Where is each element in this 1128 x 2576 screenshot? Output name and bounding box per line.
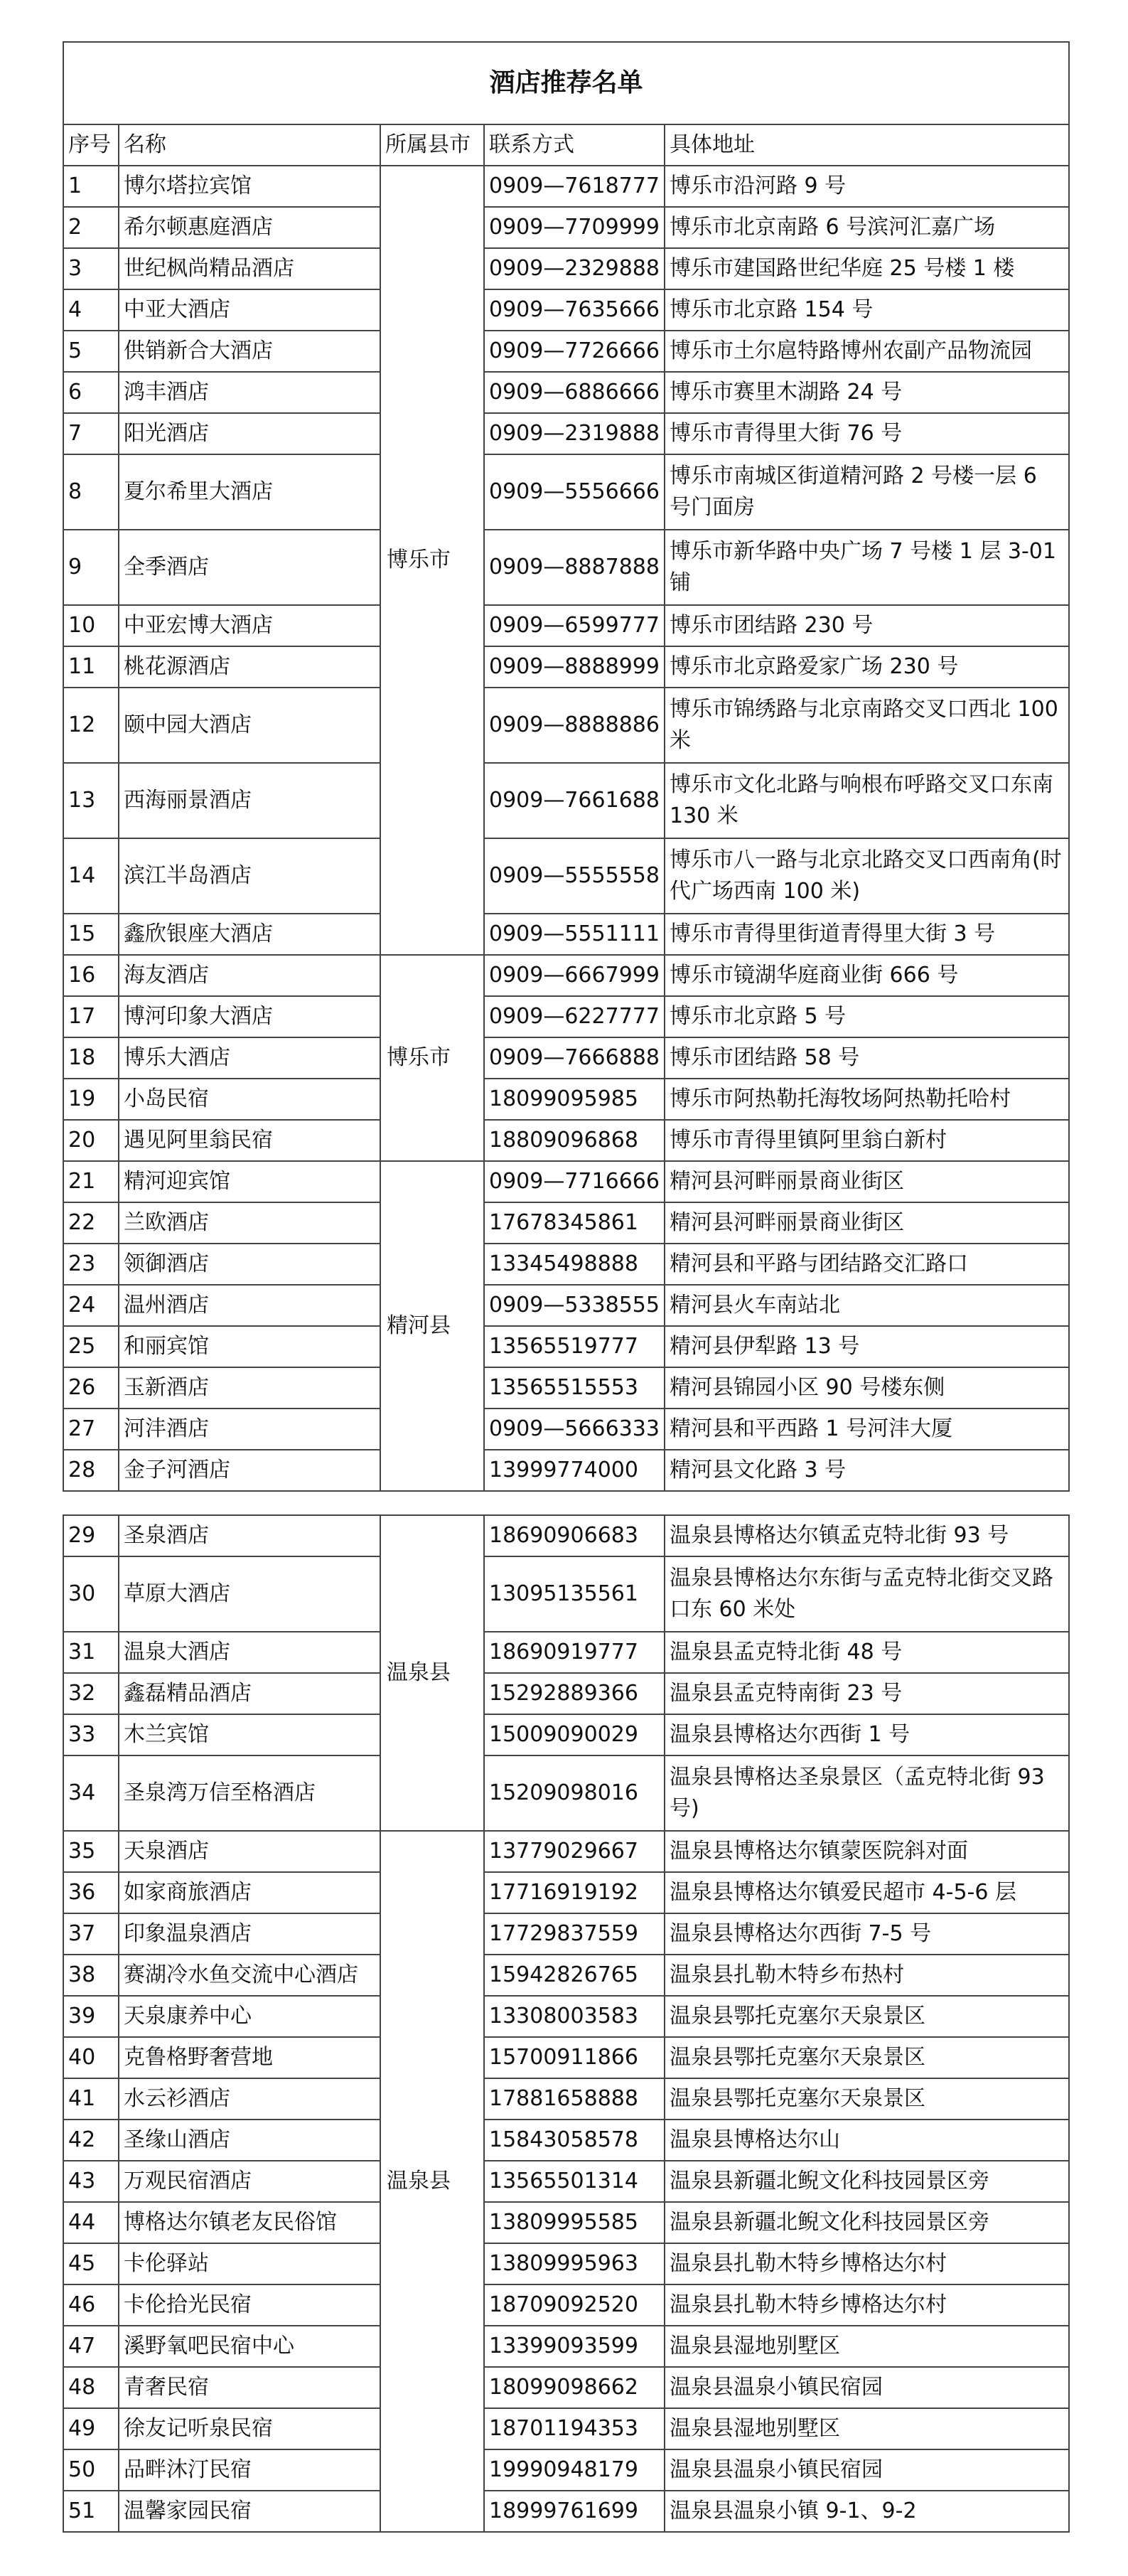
table-row (63, 955, 1069, 996)
table-row (63, 2449, 1069, 2491)
address-cell: 温泉县博格达尔山 (665, 2120, 1069, 2161)
address-cell: 温泉县扎勒木特乡博格达尔村 (665, 2243, 1069, 2284)
phone-cell: 0909—8887888 (484, 530, 665, 605)
row-number: 51 (63, 2491, 119, 2532)
table-row (63, 1326, 1069, 1367)
row-number: 46 (63, 2284, 119, 2326)
page-title: 酒店推荐名单 (63, 42, 1069, 124)
row-number: 21 (63, 1161, 119, 1202)
hotel-name: 桃花源酒店 (119, 646, 380, 688)
row-number: 16 (63, 955, 119, 996)
row-number: 39 (63, 1996, 119, 2037)
header-phone: 联系方式 (484, 124, 665, 166)
row-number: 3 (63, 248, 119, 289)
row-number: 33 (63, 1714, 119, 1755)
address-cell: 精河县锦园小区 90 号楼东侧 (665, 1367, 1069, 1409)
row-number: 34 (63, 1755, 119, 1831)
hotel-name: 圣泉湾万信至格酒店 (119, 1755, 380, 1831)
address-cell: 精河县和平西路 1 号河沣大厦 (665, 1409, 1069, 1450)
address-cell: 博乐市锦绣路与北京南路交叉口西北 100 米 (665, 688, 1069, 763)
table-row (63, 1913, 1069, 1955)
address-cell: 温泉县博格达尔镇爱民超市 4-5-6 层 (665, 1872, 1069, 1913)
table-row (63, 1367, 1069, 1409)
address-cell: 博乐市沿河路 9 号 (665, 166, 1069, 207)
table-row (63, 289, 1069, 331)
address-cell: 博乐市北京路 154 号 (665, 289, 1069, 331)
hotel-name: 天泉酒店 (119, 1831, 380, 1872)
address-cell: 温泉县新疆北鲵文化科技园景区旁 (665, 2161, 1069, 2202)
phone-cell: 18099098662 (484, 2367, 665, 2408)
row-number: 47 (63, 2326, 119, 2367)
row-number: 12 (63, 688, 119, 763)
hotel-name: 精河迎宾馆 (119, 1161, 380, 1202)
address-cell: 博乐市阿热勒托海牧场阿热勒托哈村 (665, 1079, 1069, 1120)
address-cell: 精河县火车南站北 (665, 1285, 1069, 1326)
address-cell: 温泉县孟克特南街 23 号 (665, 1673, 1069, 1714)
phone-cell: 13399093599 (484, 2326, 665, 2367)
hotel-name: 赛湖冷水鱼交流中心酒店 (119, 1955, 380, 1996)
table-row (63, 2243, 1069, 2284)
hotel-name: 品畔沐汀民宿 (119, 2449, 380, 2491)
phone-cell: 0909—7666888 (484, 1037, 665, 1079)
table-row (63, 1515, 1069, 1556)
hotel-name: 万观民宿酒店 (119, 2161, 380, 2202)
hotel-name: 博乐大酒店 (119, 1037, 380, 1079)
table-row (63, 1872, 1069, 1913)
row-number: 32 (63, 1673, 119, 1714)
address-cell: 温泉县扎勒木特乡布热村 (665, 1955, 1069, 1996)
address-cell: 博乐市南城区街道精河路 2 号楼一层 6 号门面房 (665, 454, 1069, 530)
hotel-name: 供销新合大酒店 (119, 331, 380, 372)
row-number: 43 (63, 2161, 119, 2202)
row-number: 4 (63, 289, 119, 331)
phone-cell: 15942826765 (484, 1955, 665, 1996)
hotel-name: 卡伦驿站 (119, 2243, 380, 2284)
table-row (63, 1450, 1069, 1491)
row-number: 8 (63, 454, 119, 530)
phone-cell: 0909—5338555 (484, 1285, 665, 1326)
address-cell: 博乐市土尔扈特路博州农副产品物流园 (665, 331, 1069, 372)
phone-cell: 13565501314 (484, 2161, 665, 2202)
row-number: 19 (63, 1079, 119, 1120)
table-row (63, 688, 1069, 763)
table-row (63, 1079, 1069, 1120)
hotel-table-2 (63, 1514, 1070, 2533)
table-row (63, 2284, 1069, 2326)
phone-cell: 19990948179 (484, 2449, 665, 2491)
row-number: 13 (63, 763, 119, 838)
phone-cell: 0909—7709999 (484, 207, 665, 248)
phone-cell: 0909—7661688 (484, 763, 665, 838)
row-number: 24 (63, 1285, 119, 1326)
phone-cell: 17678345861 (484, 1202, 665, 1244)
table-row (63, 2367, 1069, 2408)
phone-cell: 0909—5556666 (484, 454, 665, 530)
phone-cell: 18690919777 (484, 1632, 665, 1673)
table-row (63, 530, 1069, 605)
address-cell: 温泉县扎勒木特乡博格达尔村 (665, 2284, 1069, 2326)
row-number: 45 (63, 2243, 119, 2284)
row-number: 10 (63, 605, 119, 646)
table-row (63, 1409, 1069, 1450)
phone-cell: 13565515553 (484, 1367, 665, 1409)
phone-cell: 0909—6599777 (484, 605, 665, 646)
address-cell: 精河县伊犁路 13 号 (665, 1326, 1069, 1367)
phone-cell: 0909—5555558 (484, 838, 665, 914)
phone-cell: 17881658888 (484, 2078, 665, 2120)
table-row (63, 2491, 1069, 2532)
row-number: 18 (63, 1037, 119, 1079)
hotel-name: 圣缘山酒店 (119, 2120, 380, 2161)
address-cell: 博乐市青得里镇阿里翁白新村 (665, 1120, 1069, 1161)
row-number: 27 (63, 1409, 119, 1450)
row-number: 41 (63, 2078, 119, 2120)
address-cell: 温泉县鄂托克塞尔天泉景区 (665, 2037, 1069, 2078)
address-cell: 精河县文化路 3 号 (665, 1450, 1069, 1491)
address-cell: 博乐市文化北路与响根布呼路交叉口东南 130 米 (665, 763, 1069, 838)
phone-cell: 0909—6227777 (484, 996, 665, 1037)
hotel-name: 溪野氧吧民宿中心 (119, 2326, 380, 2367)
phone-cell: 15700911866 (484, 2037, 665, 2078)
address-cell: 温泉县温泉小镇 9-1、9-2 (665, 2491, 1069, 2532)
table-row (63, 1202, 1069, 1244)
hotel-name: 鑫欣银座大酒店 (119, 914, 380, 955)
address-cell: 温泉县孟克特北街 48 号 (665, 1632, 1069, 1673)
hotel-name: 西海丽景酒店 (119, 763, 380, 838)
hotel-name: 温州酒店 (119, 1285, 380, 1326)
table-row (63, 331, 1069, 372)
header-address: 具体地址 (665, 124, 1069, 166)
hotel-name: 玉新酒店 (119, 1367, 380, 1409)
phone-cell: 0909—7618777 (484, 166, 665, 207)
row-number: 11 (63, 646, 119, 688)
hotel-name: 中亚宏博大酒店 (119, 605, 380, 646)
phone-cell: 15843058578 (484, 2120, 665, 2161)
hotel-name: 天泉康养中心 (119, 1996, 380, 2037)
phone-cell: 0909—5551111 (484, 914, 665, 955)
hotel-name: 鸿丰酒店 (119, 372, 380, 413)
phone-cell: 0909—2329888 (484, 248, 665, 289)
hotel-name: 领御酒店 (119, 1244, 380, 1285)
row-number: 22 (63, 1202, 119, 1244)
row-number: 29 (63, 1515, 119, 1556)
address-cell: 温泉县博格达圣泉景区（孟克特北街 93 号) (665, 1755, 1069, 1831)
county-cell: 温泉县 (380, 1831, 484, 2532)
county-cell: 博乐市 (380, 955, 484, 1161)
address-cell: 博乐市团结路 58 号 (665, 1037, 1069, 1079)
hotel-name: 卡伦拾光民宿 (119, 2284, 380, 2326)
table-row (63, 1714, 1069, 1755)
table-row (63, 763, 1069, 838)
hotel-name: 圣泉酒店 (119, 1515, 380, 1556)
county-cell: 博乐市 (380, 166, 484, 955)
table-row (63, 1556, 1069, 1632)
phone-cell: 18690906683 (484, 1515, 665, 1556)
table-row (63, 207, 1069, 248)
row-number: 15 (63, 914, 119, 955)
row-number: 31 (63, 1632, 119, 1673)
address-cell: 温泉县鄂托克塞尔天泉景区 (665, 2078, 1069, 2120)
address-cell: 博乐市北京路爱家广场 230 号 (665, 646, 1069, 688)
table-row (63, 454, 1069, 530)
phone-cell: 17716919192 (484, 1872, 665, 1913)
hotel-name: 夏尔希里大酒店 (119, 454, 380, 530)
hotel-name: 世纪枫尚精品酒店 (119, 248, 380, 289)
row-number: 37 (63, 1913, 119, 1955)
hotel-name: 如家商旅酒店 (119, 1872, 380, 1913)
hotel-name: 中亚大酒店 (119, 289, 380, 331)
address-cell: 温泉县新疆北鲵文化科技园景区旁 (665, 2202, 1069, 2243)
address-cell: 博乐市赛里木湖路 24 号 (665, 372, 1069, 413)
row-number: 9 (63, 530, 119, 605)
phone-cell: 15209098016 (484, 1755, 665, 1831)
table-row (63, 248, 1069, 289)
row-number: 48 (63, 2367, 119, 2408)
hotel-name: 水云衫酒店 (119, 2078, 380, 2120)
row-number: 35 (63, 1831, 119, 1872)
address-cell: 博乐市青得里街道青得里大街 3 号 (665, 914, 1069, 955)
phone-cell: 0909—8888999 (484, 646, 665, 688)
hotel-name: 温馨家园民宿 (119, 2491, 380, 2532)
address-cell: 博乐市新华路中央广场 7 号楼 1 层 3-01 铺 (665, 530, 1069, 605)
table-row (63, 1632, 1069, 1673)
row-number: 23 (63, 1244, 119, 1285)
hotel-name: 海友酒店 (119, 955, 380, 996)
hotel-name: 博尔塔拉宾馆 (119, 166, 380, 207)
table-row (63, 1037, 1069, 1079)
row-number: 5 (63, 331, 119, 372)
table-row (63, 838, 1069, 914)
table-header (63, 124, 1069, 166)
row-number: 42 (63, 2120, 119, 2161)
phone-cell: 0909—5666333 (484, 1409, 665, 1450)
phone-cell: 13779029667 (484, 1831, 665, 1872)
table-row (63, 605, 1069, 646)
address-cell: 温泉县博格达尔镇孟克特北街 93 号 (665, 1515, 1069, 1556)
row-number: 28 (63, 1450, 119, 1491)
table-row (63, 166, 1069, 207)
table-row (63, 1161, 1069, 1202)
row-number: 50 (63, 2449, 119, 2491)
hotel-name: 徐友记听泉民宿 (119, 2408, 380, 2449)
row-number: 25 (63, 1326, 119, 1367)
address-cell: 温泉县博格达尔镇蒙医院斜对面 (665, 1831, 1069, 1872)
phone-cell: 18999761699 (484, 2491, 665, 2532)
table-row (63, 1755, 1069, 1831)
hotel-name: 木兰宾馆 (119, 1714, 380, 1755)
table-row (63, 372, 1069, 413)
hotel-name: 河沣酒店 (119, 1409, 380, 1450)
row-number: 17 (63, 996, 119, 1037)
table-row (63, 2326, 1069, 2367)
hotel-name: 金子河酒店 (119, 1450, 380, 1491)
phone-cell: 0909—7726666 (484, 331, 665, 372)
phone-cell: 13345498888 (484, 1244, 665, 1285)
address-cell: 博乐市建国路世纪华庭 25 号楼 1 楼 (665, 248, 1069, 289)
row-number: 14 (63, 838, 119, 914)
address-cell: 温泉县湿地别墅区 (665, 2408, 1069, 2449)
row-number: 26 (63, 1367, 119, 1409)
address-cell: 精河县河畔丽景商业街区 (665, 1161, 1069, 1202)
phone-cell: 18809096868 (484, 1120, 665, 1161)
hotel-name: 博河印象大酒店 (119, 996, 380, 1037)
address-cell: 温泉县温泉小镇民宿园 (665, 2449, 1069, 2491)
hotel-table-1 (63, 41, 1070, 1492)
hotel-name: 博格达尔镇老友民俗馆 (119, 2202, 380, 2243)
hotel-name: 印象温泉酒店 (119, 1913, 380, 1955)
phone-cell: 13809995585 (484, 2202, 665, 2243)
header-name: 名称 (119, 124, 380, 166)
table-row (63, 1285, 1069, 1326)
phone-cell: 0909—7716666 (484, 1161, 665, 1202)
table-row (63, 1955, 1069, 1996)
address-cell: 博乐市镜湖华庭商业街 666 号 (665, 955, 1069, 996)
header-county: 所属县市 (380, 124, 484, 166)
address-cell: 精河县和平路与团结路交汇路口 (665, 1244, 1069, 1285)
phone-cell: 13308003583 (484, 1996, 665, 2037)
table-row (63, 1673, 1069, 1714)
phone-cell: 13809995963 (484, 2243, 665, 2284)
hotel-name: 全季酒店 (119, 530, 380, 605)
table-row (63, 2037, 1069, 2078)
phone-cell: 0909—6886666 (484, 372, 665, 413)
hotel-name: 鑫磊精品酒店 (119, 1673, 380, 1714)
row-number: 40 (63, 2037, 119, 2078)
row-number: 2 (63, 207, 119, 248)
address-cell: 温泉县博格达尔东街与孟克特北街交叉路口东 60 米处 (665, 1556, 1069, 1632)
row-number: 6 (63, 372, 119, 413)
row-number: 1 (63, 166, 119, 207)
table-row (63, 2408, 1069, 2449)
hotel-name: 温泉大酒店 (119, 1632, 380, 1673)
table-row (63, 1996, 1069, 2037)
phone-cell: 13095135561 (484, 1556, 665, 1632)
hotel-name: 希尔顿惠庭酒店 (119, 207, 380, 248)
address-cell: 博乐市团结路 230 号 (665, 605, 1069, 646)
hotel-name: 草原大酒店 (119, 1556, 380, 1632)
county-cell: 温泉县 (380, 1515, 484, 1831)
address-cell: 博乐市北京南路 6 号滨河汇嘉广场 (665, 207, 1069, 248)
row-number: 38 (63, 1955, 119, 1996)
table-row (63, 1120, 1069, 1161)
phone-cell: 0909—8888886 (484, 688, 665, 763)
address-cell: 温泉县湿地别墅区 (665, 2326, 1069, 2367)
table-row (63, 1244, 1069, 1285)
table-row (63, 1831, 1069, 1872)
row-number: 49 (63, 2408, 119, 2449)
hotel-name: 颐中园大酒店 (119, 688, 380, 763)
table-row (63, 2120, 1069, 2161)
phone-cell: 0909—2319888 (484, 413, 665, 454)
table-row (63, 996, 1069, 1037)
hotel-document (63, 41, 1068, 2533)
phone-cell: 0909—7635666 (484, 289, 665, 331)
table-row (63, 2161, 1069, 2202)
row-number: 7 (63, 413, 119, 454)
hotel-name: 克鲁格野奢营地 (119, 2037, 380, 2078)
phone-cell: 15009090029 (484, 1714, 665, 1755)
row-number: 30 (63, 1556, 119, 1632)
phone-cell: 13565519777 (484, 1326, 665, 1367)
table-row (63, 2078, 1069, 2120)
hotel-name: 青奢民宿 (119, 2367, 380, 2408)
phone-cell: 0909—6667999 (484, 955, 665, 996)
table-row (63, 646, 1069, 688)
phone-cell: 13999774000 (484, 1450, 665, 1491)
phone-cell: 15292889366 (484, 1673, 665, 1714)
phone-cell: 18701194353 (484, 2408, 665, 2449)
county-cell: 精河县 (380, 1161, 484, 1491)
row-number: 20 (63, 1120, 119, 1161)
table-row (63, 914, 1069, 955)
hotel-name: 和丽宾馆 (119, 1326, 380, 1367)
hotel-name: 兰欧酒店 (119, 1202, 380, 1244)
address-cell: 博乐市北京路 5 号 (665, 996, 1069, 1037)
phone-cell: 17729837559 (484, 1913, 665, 1955)
phone-cell: 18709092520 (484, 2284, 665, 2326)
hotel-name: 遇见阿里翁民宿 (119, 1120, 380, 1161)
hotel-name: 阳光酒店 (119, 413, 380, 454)
address-cell: 温泉县鄂托克塞尔天泉景区 (665, 1996, 1069, 2037)
phone-cell: 18099095985 (484, 1079, 665, 1120)
address-cell: 温泉县温泉小镇民宿园 (665, 2367, 1069, 2408)
table-row (63, 2202, 1069, 2243)
hotel-name: 小岛民宿 (119, 1079, 380, 1120)
address-cell: 博乐市八一路与北京北路交叉口西南角(时代广场西南 100 米) (665, 838, 1069, 914)
address-cell: 博乐市青得里大街 76 号 (665, 413, 1069, 454)
table-row (63, 413, 1069, 454)
address-cell: 温泉县博格达尔西街 7-5 号 (665, 1913, 1069, 1955)
header-no: 序号 (63, 124, 119, 166)
row-number: 36 (63, 1872, 119, 1913)
row-number: 44 (63, 2202, 119, 2243)
address-cell: 精河县河畔丽景商业街区 (665, 1202, 1069, 1244)
address-cell: 温泉县博格达尔西街 1 号 (665, 1714, 1069, 1755)
hotel-name: 滨江半岛酒店 (119, 838, 380, 914)
